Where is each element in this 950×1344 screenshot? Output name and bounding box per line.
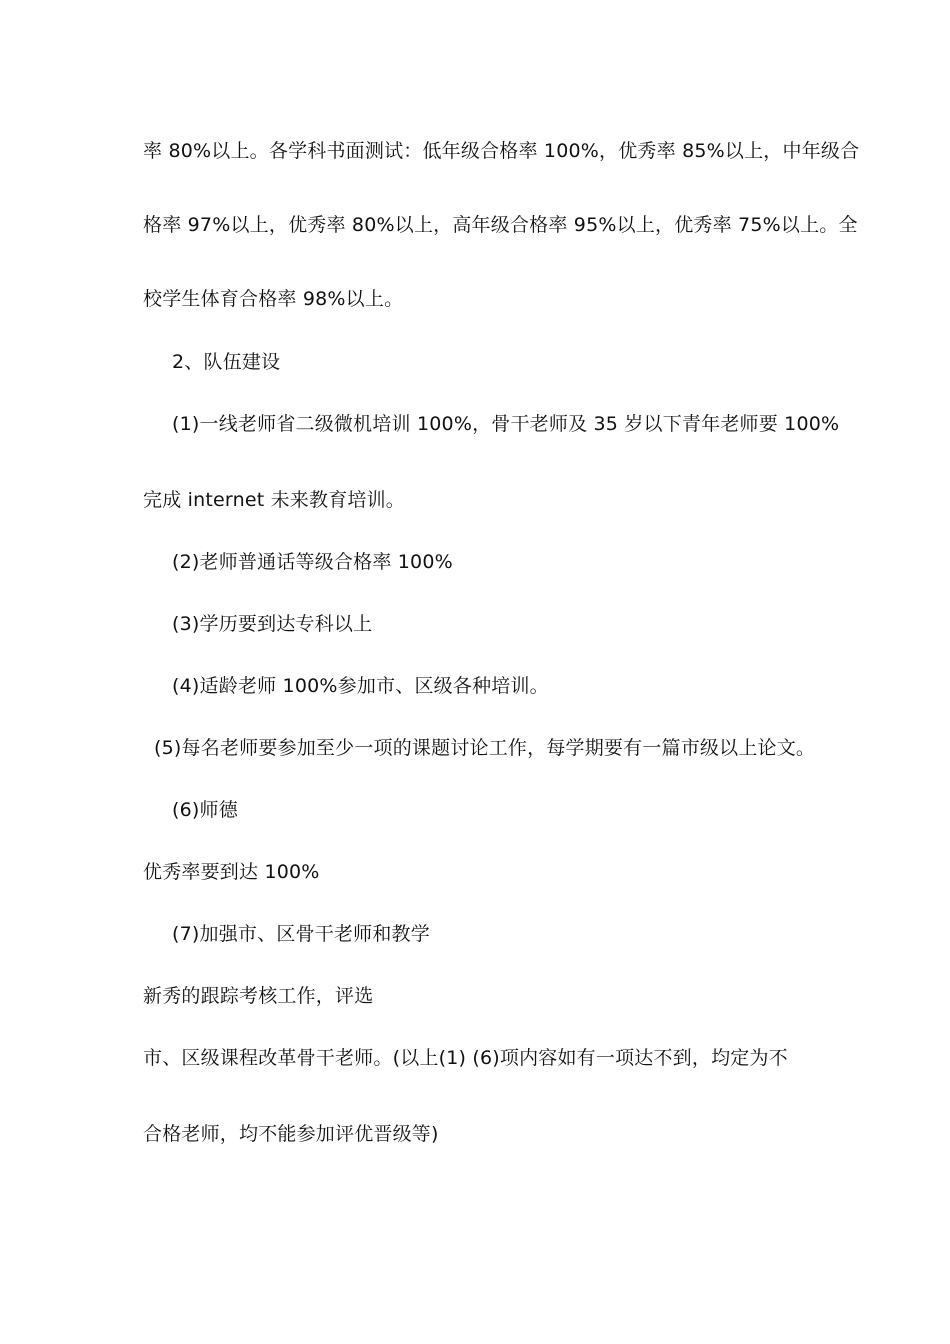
paragraph-line: 完成 internet 未来教育培训。 [143,489,405,511]
list-item: (2)老师普通话等级合格率 100% [172,551,453,573]
paragraph-line: 校学生体育合格率 98%以上。 [143,288,404,310]
paragraph-line: 新秀的跟踪考核工作，评选 [143,985,374,1007]
list-item: (6)师德 [172,799,238,821]
paragraph-line: 优秀率要到达 100% [143,861,320,883]
section-heading: 2、队伍建设 [172,351,281,373]
list-item: (4)适龄老师 100%参加市、区级各种培训。 [172,675,549,697]
paragraph-line: 率 80%以上。各学科书面测试：低年级合格率 100%，优秀率 85%以上，中年级合 [143,140,860,162]
list-item: (3)学历要到达专科以上 [172,613,373,635]
list-item: (5)每名老师要参加至少一项的课题讨论工作，每学期要有一篇市级以上论文。 [154,737,816,759]
paragraph-line: 合格老师，均不能参加评优晋级等) [143,1123,439,1145]
paragraph-line: 格率 97%以上，优秀率 80%以上，高年级合格率 95%以上，优秀率 75%以上。全 [143,214,858,236]
list-item: (1)一线老师省二级微机培训 100%，骨干老师及 35 岁以下青年老师要 100% [172,413,840,435]
list-item: (7)加强市、区骨干老师和教学 [172,923,430,945]
paragraph-line: 市、区级课程改革骨干老师。(以上(1) (6)项内容如有一项达不到，均定为不 [143,1047,788,1069]
